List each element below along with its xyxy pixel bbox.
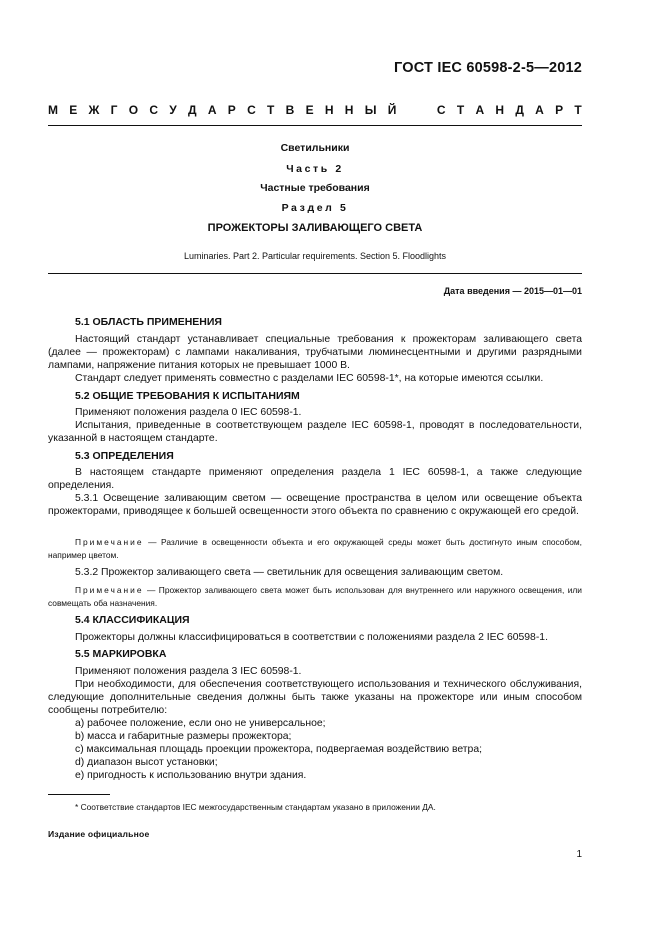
banner-letter: С [436, 103, 446, 117]
paragraph-5-5-2: При необходимости, для обеспечения соответствующего использования и технического обслуживания, следующие дополнительные сведения должны быть также указаны на прожекторе или иным способом сообщены потребителю: [48, 679, 582, 717]
note-text: — Прожектор заливающего света может быть использован для внутреннего или наружного освещения, или совмещать оба назначения. [48, 585, 582, 608]
note-text: — Различие в освещенности объекта и его окружающей среды может быть достигнуто иным способом, например цветом. [48, 537, 582, 560]
list-item: b) масса и габаритные размеры прожектора; [75, 731, 292, 742]
paragraph-5-3-1: В настоящем стандарте применяют определения раздела 1 IEC 60598-1, а также следующие определения. [48, 467, 582, 492]
gost-code: ГОСТ IEC 60598-2-5—2012 [394, 60, 582, 76]
page-number: 1 [576, 849, 582, 860]
footnote: * Соответствие стандартов IEC межгосударственным стандартам указано в приложении ДА. [75, 802, 436, 812]
banner-letter: Н [344, 103, 354, 117]
banner-letter: О [128, 103, 139, 117]
title-line-4: Раздел 5 [281, 202, 349, 214]
banner-letter: Е [69, 103, 78, 117]
title-rule [48, 273, 582, 274]
paragraph-5-4-1: Прожекторы должны классифицироваться в соответствии с положениями раздела 2 IEC 60598-1. [75, 632, 548, 643]
paragraph-5-1-2: Стандарт следует применять совместно с разделами IEC 60598-1*, на которые имеются ссылки. [75, 373, 544, 384]
paragraph-5-5-1: Применяют положения раздела 3 IEC 60598-1. [75, 666, 302, 677]
banner-letter: Н [324, 103, 334, 117]
banner-letter: А [475, 103, 485, 117]
banner-letter: Т [267, 103, 275, 117]
paragraph-5-3-3: 5.3.2 Прожектор заливающего света — светильник для освещения заливающим светом. [75, 567, 504, 578]
section-heading-5-1: 5.1 ОБЛАСТЬ ПРИМЕНЕНИЯ [75, 316, 222, 328]
banner-letter: А [207, 103, 217, 117]
title-line-2: Часть 2 [286, 163, 344, 175]
banner-letter: Д [188, 103, 197, 117]
note-5-3-1 [48, 536, 582, 561]
banner-letter: У [169, 103, 177, 117]
title-line-5: ПРОЖЕКТОРЫ ЗАЛИВАЮЩЕГО СВЕТА [207, 222, 423, 234]
section-heading-5-4: 5.4 КЛАССИФИКАЦИЯ [75, 614, 190, 626]
list-item: c) максимальная площадь проекции прожектора, подвергаемая воздействию ветра; [75, 744, 482, 755]
list-item: a) рабочее положение, если оно не универсальное; [75, 718, 326, 729]
note-label: Примечание [75, 585, 144, 595]
paragraph-5-2-1: Применяют положения раздела 0 IEC 60598-1. [75, 407, 302, 418]
banner-letter: Й [387, 103, 397, 117]
banner-letter: Д [515, 103, 524, 117]
banner-letter: Ж [88, 103, 100, 117]
section-heading-5-2: 5.2 ОБЩИЕ ТРЕБОВАНИЯ К ИСПЫТАНИЯМ [75, 390, 300, 402]
list-item: e) пригодность к использованию внутри здания. [75, 770, 307, 781]
section-heading-5-3: 5.3 ОПРЕДЕЛЕНИЯ [75, 450, 174, 462]
banner-letter: Н [495, 103, 505, 117]
section-heading-5-5: 5.5 МАРКИРОВКА [75, 648, 167, 660]
paragraph-5-3-2: 5.3.1 Освещение заливающим светом — освещение пространства в целом или освещение объекта прожекторами, приводящее к большей освещенности этого объекта по сравнению с окружающей его средой. [48, 493, 582, 518]
banner-letter: В [285, 103, 295, 117]
banner-letter: М [48, 103, 58, 117]
interstate-standard-banner [48, 103, 582, 117]
banner-letter: Ы [364, 103, 377, 117]
banner-letter: С [149, 103, 159, 117]
title-line-1: Светильники [280, 142, 350, 154]
banner-letter: Р [555, 103, 564, 117]
paragraph-5-1-1: Настоящий стандарт устанавливает специальные требования к прожекторам заливающего света (далее — прожекторам) с лампами накаливания, трубчатыми люминесцентными и другими разрядными лампами, напряжение питания которых не превышает 1000 В. [48, 334, 582, 372]
banner-letter: С [247, 103, 256, 117]
banner-letter: Р [227, 103, 236, 117]
edition-label: Издание официальное [48, 829, 150, 839]
note-label: Примечание [75, 537, 144, 547]
introduction-date: Дата введения — 2015—01—01 [443, 286, 582, 296]
banner-letter: Т [574, 103, 582, 117]
note-5-3-2 [48, 584, 582, 609]
title-line-3: Частные требования [260, 182, 370, 194]
header-rule [48, 125, 582, 126]
footnote-separator [48, 794, 110, 795]
banner-letter: А [535, 103, 544, 117]
paragraph-5-2-2: Испытания, приведенные в соответствующем разделе IEC 60598-1, проводят в последовательности, указанной в настоящем стандарте. [48, 420, 582, 445]
english-title: Luminaries. Part 2. Particular requirements. Section 5. Floodlights [183, 251, 447, 261]
banner-letter: Г [110, 103, 118, 117]
list-item: d) диапазон высот установки; [75, 757, 218, 768]
banner-letter: Т [456, 103, 465, 117]
banner-gap [408, 103, 426, 117]
banner-letter: Е [305, 103, 314, 117]
